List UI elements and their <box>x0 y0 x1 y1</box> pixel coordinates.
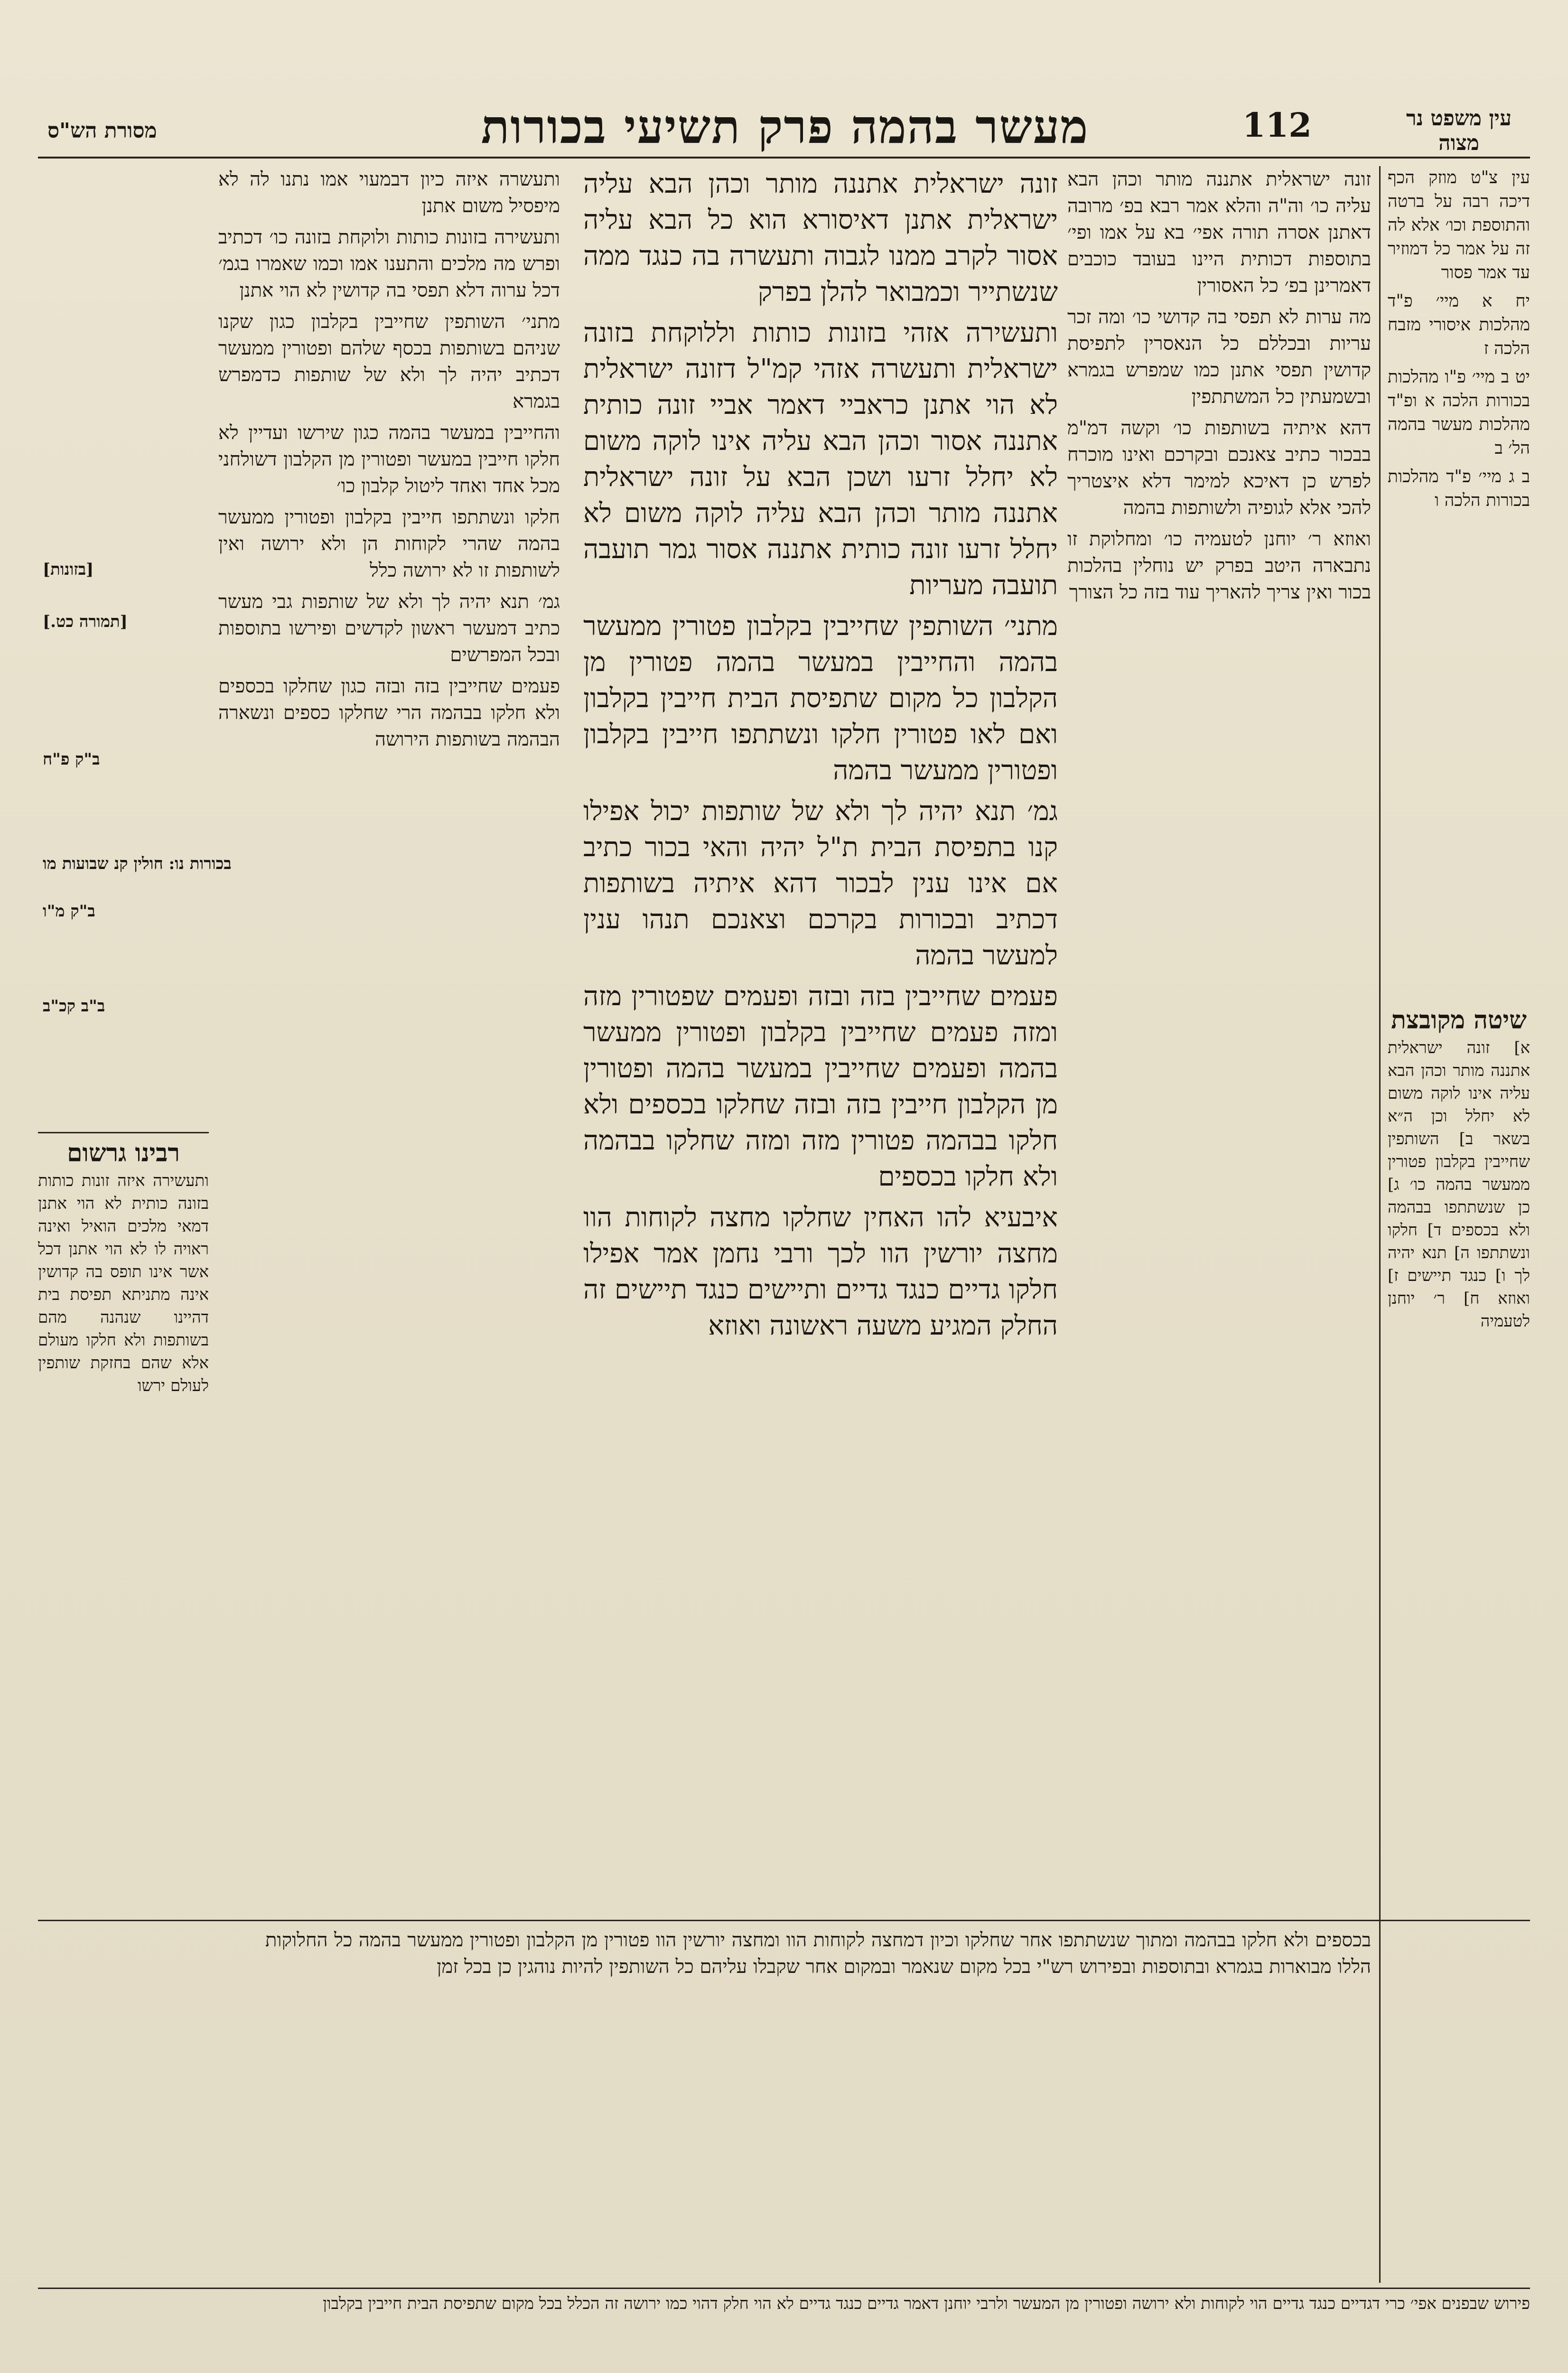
ein-mishpat-label: עין משפט נר מצוה <box>1406 106 1512 155</box>
lower-commentary <box>265 1927 1371 2269</box>
tosafot-paragraph: מה ערות לא תפסי בה קדושי כו׳ ומה זכר עריות ובכללם כל הנאסרין לתפיסת קדושין תפסי אתנן כמו שמפרש בגמרא ובשמעתין כל המשתתפין <box>1067 306 1371 408</box>
rashi-paragraph: ותעשירה בזונות כותות ולוקחת בזונה כו׳ דכתיב ופרש מה מלכים והתענו אמו וכמו שאמרו בגמ׳ דכל ערוה דלא תפסי בה קדושין לא הוי אתנן <box>218 226 560 301</box>
rashi-paragraph: והחייבין במעשר בהמה כגון שירשו ועדיין לא חלקו חייבין במעשר ופטורין מן הקלבון דשולחני מכל אחד ואחד ליטול קלבון כו׳ <box>218 422 560 497</box>
shita-mekubetzet-text: א] זונה ישראלית אתננה מותר וכהן הבא עליה אינו לוקה משום לא יחלל וכן ה״א בשאר ב] השותפין שחייבין בקלבון פטורין ממעשר בהמה כו׳ ג] כן שנשתתפו בבהמה ולא בכספים ד] חלקו ונשתתפו ה] תנא יהיה לך ו] כנגד תיישים ז] ואוזא ח] ר׳ יוחנן לטעמיה <box>1388 1038 1530 1331</box>
header-rule <box>38 157 1530 159</box>
rashi-paragraph: מתני׳ השותפין שחייבין בקלבון כגון שקנו שניהם בשותפות בכסף שלהם ופטורין ממעשר דכתיב יהיה לך ולא של שותפות כדמפרש בגמרא <box>218 311 560 412</box>
masoret-reference: [בזונות] <box>43 560 94 579</box>
page-header <box>38 100 1530 155</box>
tosafot-column <box>1067 166 1371 1913</box>
gemara-paragraph: ותעשירה אזהי בזונות כותות וללוקחת בזונה ישראלית ותעשרה אזהי קמ"ל דזונה ישראלית לא הוי אתנן כראביי דאמר אביי זונה כותית אתננה אסור וכהן הבא עליה אינו לוקה משום לא יחלל זרעו ושכן הבא על זונה ישראלית אתננה מותר וכהן הבא עליה לוקה משום לא יחלל זרעו זונה כותית אתננה אסור גמר תועבה תועבה מעריות <box>583 318 1058 601</box>
rashi-paragraph: פעמים שחייבין בזה ובזה כגון שחלקו בכספים ולא חלקו בבהמה הרי שחלקו כספים ונשארה הבהמה בשותפות הירושה <box>218 675 560 750</box>
footer-rule <box>38 2288 1530 2289</box>
gemara-paragraph: זונה ישראלית אתננה מותר וכהן הבא עליה ישראלית אתנן דאיסורא הוא כל הבא עליה אסור לקרב ממנו לגבוה ותעשרה בה כנגד ממה שנשתייר וכמבואר להלן בפרק <box>583 168 1058 308</box>
masoret-reference: ב"ק מ"ו <box>43 902 95 921</box>
box-rule <box>38 1132 209 1133</box>
rabbeinu-gershom-title: רבינו גרשום <box>67 1139 180 1168</box>
masoret-hashas-label: מסורת הש"ס <box>47 119 157 143</box>
rabbeinu-gershom-text: ותעשירה איזה זונות כותות בזונה כותית לא הוי אתנן דמאי מלכים הואיל ואינה ראויה לו לא הוי אתנן דכל אשר אינו תופס בה קדושין אינה מתניתא תפיסת בית דהיינו שנהנה מהם בשותפות ולא חלקו מעולם אלא שהם בחזקת שותפין לעולם ירשו <box>38 1171 209 1395</box>
rashi-paragraph: חלקו ונשתתפו חייבין בקלבון ופטורין ממעשר בהמה שהרי לקוחות הן ולא ירושה ואין לשותפות זו לא ירושה כלל <box>218 506 560 581</box>
rashi-paragraph: ותעשרה איזה כיון דבמעוי אמו נתנו לה לא מיפסיל משום אתנן <box>218 168 560 217</box>
masoret-reference: ב"ק פ"ח <box>43 750 100 769</box>
ein-mishpat-note: יט ב מיי׳ פ"ו מהלכות בכורות הלכה א ופ"ד מהלכות מעשר בהמה הל׳ ב <box>1388 367 1530 458</box>
tosafot-paragraph: דהא איתיה בשותפות כו׳ וקשה דמ"מ בבכור כתיב צאנכם ובקרכם ואינו מוכרח לפרש כן דאיכא למימר דלא איצטריך להכי אלא לגופיה ולשותפות בהמה <box>1067 417 1371 519</box>
shita-mekubetzet-box <box>1388 1006 1530 2283</box>
footer-notes-lower <box>38 2292 1530 2315</box>
masoret-reference: בכורות נו: חולין קנ שבועות מו <box>43 854 232 873</box>
gemara-column <box>583 166 1058 1913</box>
mishnah-paragraph: מתני׳ השותפין שחייבין בקלבון פטורין ממעשר בהמה והחייבין במעשר בהמה פטורין מן הקלבון כל מקום שתפיסת הבית חייבין בקלבון ואם לאו פטורין חלקו ונשתתפו חייבין בקלבון ופטורין ממעשר בהמה <box>583 611 1058 786</box>
gemara-paragraph: פעמים שחייבין בזה ובזה ופעמים שפטורין מזה ומזה פעמים שחייבין בקלבון ופטורין ממעשר בהמה ופעמים שחייבין במעשר בהמה ופטורין מן הקלבון חייבין בזה ובזה שחלקו בכספים ולא חלקו בבהמה פטורין מזה ומזה שחלקו בבהמה ולא חלקו בכספים <box>583 981 1058 1192</box>
masoret-reference: [תמורה כט.] <box>43 612 128 631</box>
page-number: 112 <box>1242 105 1312 145</box>
section-rule <box>38 1920 1530 1921</box>
ein-mishpat-note: יח א מיי׳ פ"ד מהלכות איסורי מזבח הלכה ז <box>1388 291 1530 358</box>
shita-mekubetzet-title: שיטה מקובצת <box>1391 1006 1527 1035</box>
tosafot-paragraph: זונה ישראלית אתננה מותר וכהן הבא עליה כו׳ וה"ה והלא אמר רבא בפ׳ מרובה דאתנן אסרה תורה אפי׳ בא על אמו ופי׳ בתוספות דכותית היינו בעובד כוכבים דאמרינן בפ׳ כל האסורין <box>1067 168 1371 297</box>
column-divider <box>1379 166 1381 2283</box>
tosafot-paragraph: ואוזא ר׳ יוחנן לטעמיה כו׳ ומחלוקת זו נתבארה היטב בפרק יש נוחלין בהלכות בכור ואין צריך להאריך עוד בזה כל הצורך <box>1067 528 1371 603</box>
ein-mishpat-note: עין צ"ט מוזק הכף דיכה רבה על ברטה והתוספת וכו׳ אלא לה זה על אמר כל דמוזיר עד אמר פסור <box>1388 168 1530 282</box>
rashi-column <box>218 166 560 1495</box>
gemara-paragraph: גמ׳ תנא יהיה לך ולא של שותפות יכול אפילו קנו בתפיסת הבית ת"ל יהיה והאי בכור כתיב אם אינו ענין לבכור דהא איתיה בשותפות דכתיב ובכורות בקרכם וצאנכם תנהו ענין למעשר בהמה <box>583 796 1058 971</box>
ein-mishpat-note: ב ג מיי׳ פ"ד מהלכות בכורות הלכה ו <box>1388 467 1530 510</box>
lower-commentary-text: בכספים ולא חלקו בבהמה ומתוך שנשתתפו אחר שחלקו וכיון דמחצה לקוחות הוו ומחצה יורשין הוו פטורין מן הקלבון ופטורין ממעשר בהמה כל החלוקות הללו מבוארות בגמרא ובתוספות ובפירוש רש"י בכל מקום שנאמר ובמקום אחר שקבלו עליהם כל השותפין להיות נוהגין כן בכל זמן <box>265 1929 1371 1978</box>
ein-mishpat-column <box>1388 166 1530 982</box>
page-title: מעשר בהמה פרק תשיעי בכורות <box>481 100 1089 154</box>
masoret-reference: ב"ב קכ"ב <box>43 997 105 1016</box>
gemara-paragraph: איבעיא להו האחין שחלקו מחצה לקוחות הוו מחצה יורשין הוו לכך ורבי נחמן אמר אפילו חלקו גדיים כנגד גדיים ותיישים כנגד תיישים זה החלק המגיע משעה ראשונה ואוזא <box>583 1202 1058 1341</box>
footer-note-text: פירוש שבפנים אפי׳ כרי דגדיים כנגד גדיים הוי לקוחות ולא ירושה ופטורין מן המעשר ולרבי יוחנן דאמר גדיים כנגד גדיים לא הוי חלק דהוי כמו ירושה זה הכלל בכל מקום שתפיסת הבית חייבין בקלבון <box>323 2294 1530 2313</box>
rashi-paragraph: גמ׳ תנא יהיה לך ולא של שותפות גבי מעשר כתיב דמעשר ראשון לקדשים ופירשו בתוספות ובכל המפרשים <box>218 591 560 666</box>
rabbeinu-gershom-box <box>38 1139 209 1908</box>
